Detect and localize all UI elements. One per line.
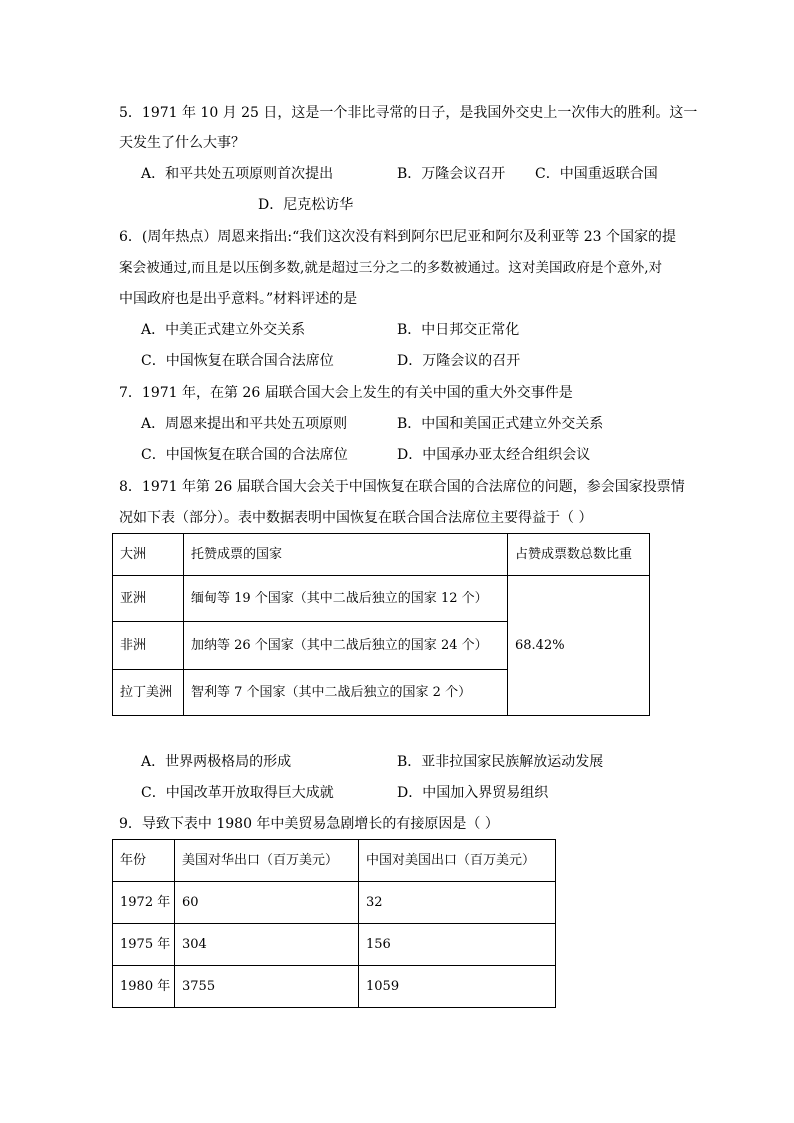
table-header-cell: 美国对华出口（百万美元） <box>175 840 359 882</box>
table-cell: 1980 年 <box>113 966 175 1008</box>
table-cell: 156 <box>359 924 556 966</box>
table-row <box>113 924 556 966</box>
q8-stem-line2: 况如下表（部分）。表中数据表明中国恢复在联合国合法席位主要得益于（ ） <box>119 510 593 526</box>
q5-option-b[interactable]: B．万隆会议召开 <box>397 166 506 182</box>
table-header-row <box>113 534 650 576</box>
q6-stem-line2: 案会被通过,而且是以压倒多数,就是超过三分之二的多数被通过。这对美国政府是个意外,对 <box>119 260 663 276</box>
q6-option-a[interactable]: A．中美正式建立外交关系 <box>141 322 306 338</box>
q5-stem-line1: 5．1971 年 10 月 25 日，这是一个非比寻常的日子，是我国外交史上一次伟大的胜利。这一 <box>119 105 698 121</box>
q8-option-a[interactable]: A．世界两极格局的形成 <box>141 754 292 770</box>
q6-stem-line3: 中国政府也是出乎意料。”材料评述的是 <box>119 291 358 307</box>
q8-vote-table <box>112 533 650 716</box>
table-cell: 加纳等 26 个国家（其中二战后独立的国家 24 个） <box>184 622 508 670</box>
table-cell: 缅甸等 19 个国家（其中二战后独立的国家 12 个） <box>184 576 508 622</box>
table-cell: 60 <box>175 882 359 924</box>
q7-option-d[interactable]: D．中国承办亚太经合组织会议 <box>397 447 591 463</box>
table-cell: 拉丁美洲 <box>113 670 184 716</box>
q7-option-b[interactable]: B．中国和美国正式建立外交关系 <box>397 416 604 432</box>
q5-stem-line2: 天发生了什么大事？ <box>119 135 245 151</box>
table-cell: 亚洲 <box>113 576 184 622</box>
q5-option-c[interactable]: C．中国重返联合国 <box>535 166 658 182</box>
table-cell: 非洲 <box>113 622 184 670</box>
q7-option-c[interactable]: C．中国恢复在联合国的合法席位 <box>141 447 348 463</box>
q7-stem-line1: 7．1971 年，在第 26 届联合国大会上发生的有关中国的重大外交事件是 <box>119 385 573 401</box>
q5-option-d[interactable]: D．尼克松访华 <box>258 197 354 213</box>
table-cell: 304 <box>175 924 359 966</box>
share-cell: 68.42% <box>508 576 650 716</box>
table-cell: 3755 <box>175 966 359 1008</box>
table-cell: 32 <box>359 882 556 924</box>
table-header-row <box>113 840 556 882</box>
q8-option-c[interactable]: C．中国改革开放取得巨大成就 <box>141 785 334 801</box>
q9-stem-line1: 9．导致下表中 1980 年中美贸易急剧增长的有接原因是（ ） <box>119 816 499 832</box>
q8-stem-line1: 8．1971 年第 26 届联合国大会关于中国恢复在联合国的合法席位的问题，参会国家投票情 <box>119 479 685 495</box>
table-header-cell: 托赞成票的国家 <box>184 534 508 576</box>
table-header-cell: 中国对美国出口（百万美元） <box>359 840 556 882</box>
table-header-cell: 占赞成票数总数比重 <box>508 534 650 576</box>
table-cell: 1975 年 <box>113 924 175 966</box>
table-row <box>113 882 556 924</box>
q6-option-c[interactable]: C．中国恢复在联合国合法席位 <box>141 353 334 369</box>
q6-option-b[interactable]: B．中日邦交正常化 <box>397 322 520 338</box>
q5-option-a[interactable]: A．和平共处五项原则首次提出 <box>141 166 334 182</box>
q8-option-d[interactable]: D．中国加入界贸易组织 <box>397 785 549 801</box>
q7-option-a[interactable]: A．周恩来提出和平共处五项原则 <box>141 416 348 432</box>
q6-option-d[interactable]: D．万隆会议的召开 <box>397 353 521 369</box>
table-header-cell: 大洲 <box>113 534 184 576</box>
table-cell: 1059 <box>359 966 556 1008</box>
q9-trade-table <box>112 839 556 1008</box>
q6-stem-line1: 6．(周年热点）周恩来指出:“我们这次没有料到阿尔巴尼亚和阿尔及利亚等 23 个国家的提 <box>119 229 676 245</box>
table-cell: 1972 年 <box>113 882 175 924</box>
table-row <box>113 576 650 622</box>
table-cell: 智利等 7 个国家（其中二战后独立的国家 2 个） <box>184 670 508 716</box>
table-row <box>113 966 556 1008</box>
q8-option-b[interactable]: B．亚非拉国家民族解放运动发展 <box>397 754 604 770</box>
table-header-cell: 年份 <box>113 840 175 882</box>
